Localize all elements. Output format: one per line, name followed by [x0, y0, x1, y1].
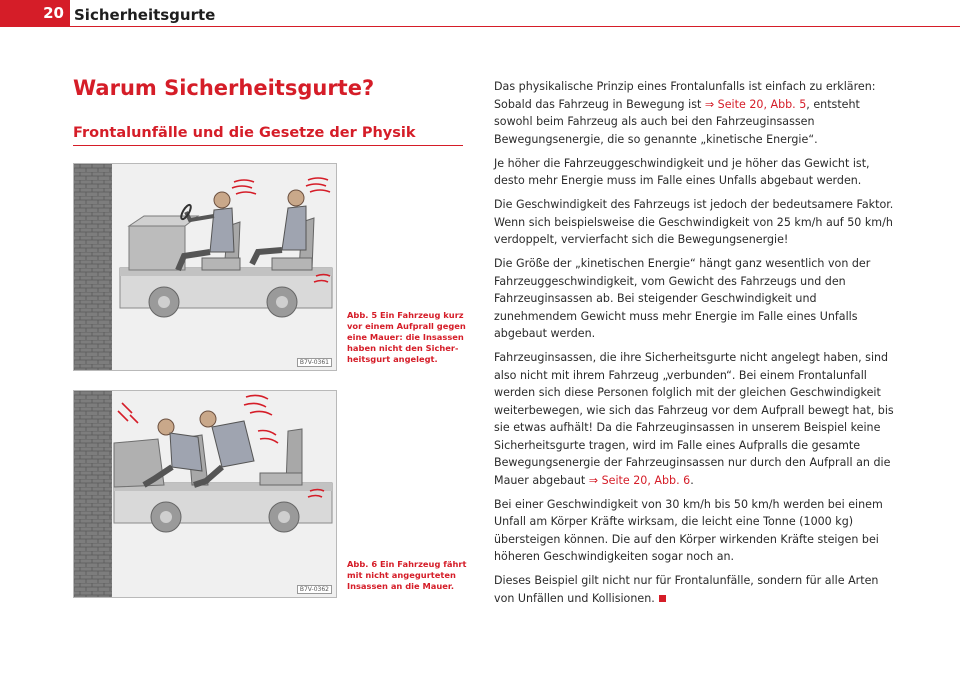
paragraph-text: .	[690, 473, 694, 487]
body-text	[494, 78, 894, 614]
paragraph	[494, 349, 894, 489]
running-header-title: Sicherheitsgurte	[74, 6, 216, 24]
cross-reference-link[interactable]: ⇒ Seite 20, Abb. 5	[704, 97, 807, 111]
subsection-rule	[73, 145, 463, 146]
section-title: Warum Sicherheitsgurte?	[73, 76, 375, 100]
figure-caption: Abb. 6 Ein Fahrzeug fährt mit nicht angegurteten Insassen an die Mauer.	[347, 559, 467, 591]
paragraph-text: , entsteht sowohl beim Fahrzeug als auch bei den Fahrzeuginsassen Bewegungsenergie, die so genannte „kinetische Energie“.	[494, 97, 860, 146]
paragraph-text: Fahrzeuginsassen, die ihre Sicherheitsgurte nicht angelegt haben, sind also nicht mit ihrem Fahrzeug „verbunden“. Bei einem Frontalunfall werden sich diese Personen folglich mit der gleichen Geschwindigkeit weiterbewegen, wie sich das Fahrzeug vor dem Aufprall bewegt hat, bis sie etwas aufhält! Da die Fahrzeuginsassen in unserem Beispiel keine Sicherheitsgurte tragen, wird im Falle eines Aufpralls die gesamte Bewegungsenergie der Fahrzeuginsassen nur durch den Aufprall an die Mauer abgebaut	[494, 351, 894, 487]
page-number: 20	[0, 0, 70, 27]
illustration-car-before-impact	[74, 164, 336, 370]
figure-car-impact-wall	[73, 390, 337, 598]
paragraph: Bei einer Geschwindigkeit von 30 km/h bis 50 km/h werden bei einem Unfall am Körper Kräfte wirksam, die leicht eine Tonne (1000 kg) übersteigen können. Die auf den Körper wirkenden Kräfte steigen bei höheren Geschwindigkeiten sogar noch an.	[494, 497, 883, 563]
header-rule	[70, 26, 960, 27]
subsection-title: Frontalunfälle und die Gesetze der Physik	[73, 125, 416, 141]
figure-caption: Abb. 5 Ein Fahrzeug kurz vor einem Aufprall gegen eine Mauer: die Insassen haben nicht den Sicherheitsgurt angelegt.	[347, 310, 466, 364]
paragraph-text: Dieses Beispiel gilt nicht nur für Frontalunfälle, sondern für alle Arten von Unfällen und Kollisionen.	[494, 574, 879, 605]
end-of-section-marker	[659, 595, 666, 602]
paragraph	[494, 572, 894, 607]
paragraph-text: Das physikalische Prinzip eines Frontalunfalls ist einfach zu erklären: Sobald das Fahrzeug in Bewegung ist	[494, 80, 876, 111]
figure-car-before-impact	[73, 163, 337, 371]
figure-code: B7V-0362	[297, 585, 332, 594]
cross-reference-link[interactable]: ⇒ Seite 20, Abb. 6	[588, 473, 691, 487]
paragraph: Die Geschwindigkeit des Fahrzeugs ist jedoch der bedeutsamere Faktor. Wenn sich beispielsweise die Geschwindigkeit von 25 km/h auf 50 km/h verdoppelt, vervierfacht sich die Bewegungsenergie!	[494, 198, 894, 246]
illustration-car-impact-wall	[74, 391, 336, 597]
figure-code: B7V-0361	[297, 358, 332, 367]
paragraph: Die Größe der „kinetischen Energie“ hängt ganz wesentlich von der Fahrzeuggeschwindigkeit, vom Gewicht des Fahrzeugs und den Fahrzeuginsassen ab. Bei steigender Geschwindigkeit und zunehmendem Gewicht muss mehr Energie im Falle eines Unfalls abgebaut werden.	[494, 257, 871, 340]
paragraph: Je höher die Fahrzeuggeschwindigkeit und je höher das Gewicht ist, desto mehr Energie muss im Falle eines Unfalls abgebaut werden.	[494, 156, 870, 187]
paragraph	[494, 78, 894, 148]
